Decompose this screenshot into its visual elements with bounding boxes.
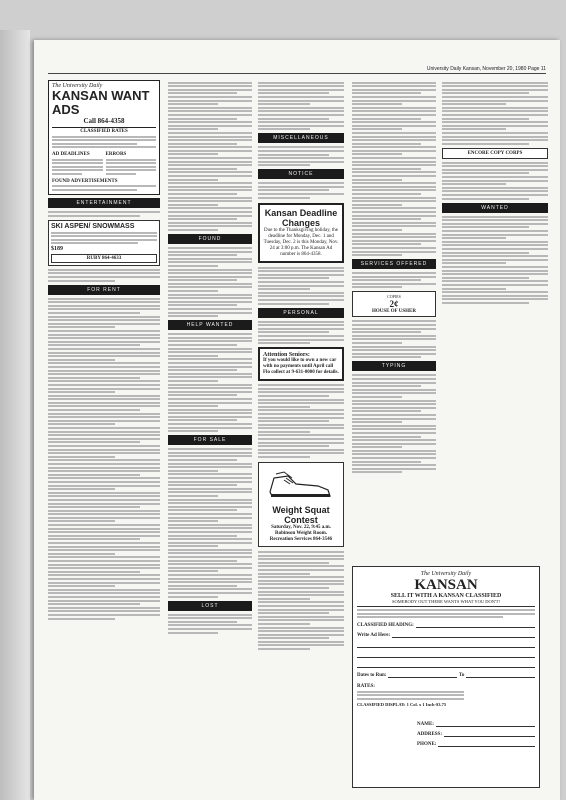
write-ad-field[interactable] xyxy=(357,632,535,638)
section-found: FOUND xyxy=(168,234,252,244)
to-label: To xyxy=(459,673,465,679)
classified-rates-title: CLASSIFIED RATES xyxy=(52,127,156,134)
copies-ad xyxy=(352,291,436,317)
want-ads-masthead xyxy=(48,80,160,195)
rates-table xyxy=(52,136,156,149)
dates-field[interactable] xyxy=(357,672,535,678)
newspaper-page xyxy=(34,40,560,800)
squat-title: Weight Squat Contest xyxy=(272,505,330,526)
found-ads-title: FOUND ADVERTISEMENTS xyxy=(52,178,118,184)
ski-ad-title: SKI ASPEN/ SNOWMASS xyxy=(51,222,135,230)
masthead-title: KANSAN WANT ADS xyxy=(52,88,150,117)
squat-place: Robinson Weight Room. xyxy=(274,531,327,537)
attention-seniors-box xyxy=(258,347,344,381)
name-field[interactable] xyxy=(417,721,535,727)
errors-title: ERRORS xyxy=(105,151,127,157)
write-label: Write Ad Here: xyxy=(357,633,391,639)
address-label: ADDRESS: xyxy=(417,731,443,737)
squat-date: Saturday, Nov. 22, 9:45 a.m. xyxy=(271,525,331,531)
address-field[interactable] xyxy=(417,731,535,737)
phone-label: PHONE: xyxy=(417,741,437,747)
section-for-sale: FOR SALE xyxy=(168,435,252,445)
section-help-wanted: HELP WANTED xyxy=(168,320,252,330)
encore-name: ENCORE COPY CORPS xyxy=(467,150,523,156)
phone-field[interactable] xyxy=(417,741,535,747)
ski-ad xyxy=(48,220,160,266)
copies-label: COPIES xyxy=(387,294,401,300)
name-label: NAME: xyxy=(417,721,434,727)
sell-small: The University Daily xyxy=(420,571,472,577)
attention-title: Attention Seniors: xyxy=(263,352,310,359)
ski-ad-contact: RUBY 864-4633 xyxy=(51,254,157,263)
adjacent-page-edge xyxy=(0,30,30,800)
column-2 xyxy=(168,80,252,790)
encore-copy-ad xyxy=(442,148,548,159)
section-notice: NOTICE xyxy=(258,169,344,179)
section-entertainment: ENTERTAINMENT xyxy=(48,198,160,208)
deadline-box-title: Kansan Deadline Changes xyxy=(264,207,338,228)
column-1 xyxy=(48,80,160,790)
display-rate: CLASSIFIED DISPLAY: 1 Col. x 1 Inch-$3.75 xyxy=(357,701,447,707)
sell-it-form xyxy=(352,566,540,788)
weight-squat-box xyxy=(258,462,344,547)
deadline-box-body: Due to the Thanksgiving holiday, the deadline for Monday, Dec. 1 and Tuesday, Dec. 2 is this Monday, Nov. 24 at 3:00 p.m. The Kansan Ad number is 864-4358. xyxy=(263,227,339,257)
deadline-changes-box xyxy=(258,203,344,263)
copies-price: 2¢ xyxy=(389,299,399,310)
section-lost: LOST xyxy=(168,601,252,611)
section-for-rent: FOR RENT xyxy=(48,285,160,295)
classified-heading-field[interactable] xyxy=(357,622,535,628)
sell-title: KANSAN xyxy=(414,577,478,593)
sell-headline: SELL IT WITH A KANSAN CLASSIFIED xyxy=(390,593,502,599)
section-miscellaneous: MISCELLANEOUS xyxy=(258,133,344,143)
section-typing: TYPING xyxy=(352,361,436,371)
rates-label: RATES: xyxy=(357,684,375,690)
running-head: University Daily Kansan, November 20, 1980 Page 11 xyxy=(48,66,546,74)
ski-ad-price: $189 xyxy=(51,245,63,252)
dates-label: Dates to Run: xyxy=(357,673,387,679)
heading-label: CLASSIFIED HEADING: xyxy=(357,623,414,629)
section-personal: PERSONAL xyxy=(258,308,344,318)
deadlines-title: AD DEADLINES xyxy=(52,151,90,157)
copies-shop-name: HOUSE OF USHER xyxy=(372,309,416,315)
section-services-offered: SERVICES OFFERED xyxy=(352,259,436,269)
sell-sub: SOMEBODY OUT THERE WANTS WHAT YOU DON'T! xyxy=(357,599,535,607)
masthead-phone: Call 864-4358 xyxy=(83,117,125,125)
column-3 xyxy=(258,80,344,790)
attention-body: If you would like to own a new car with no payments until April call Flo collect at 9-631-0000 for details. xyxy=(263,358,339,376)
masthead-small: The University Daily xyxy=(52,83,103,89)
squat-org: Recreation Services 864-3546 xyxy=(269,537,333,543)
sneaker-icon xyxy=(266,466,336,500)
section-wanted: WANTED xyxy=(442,203,548,213)
